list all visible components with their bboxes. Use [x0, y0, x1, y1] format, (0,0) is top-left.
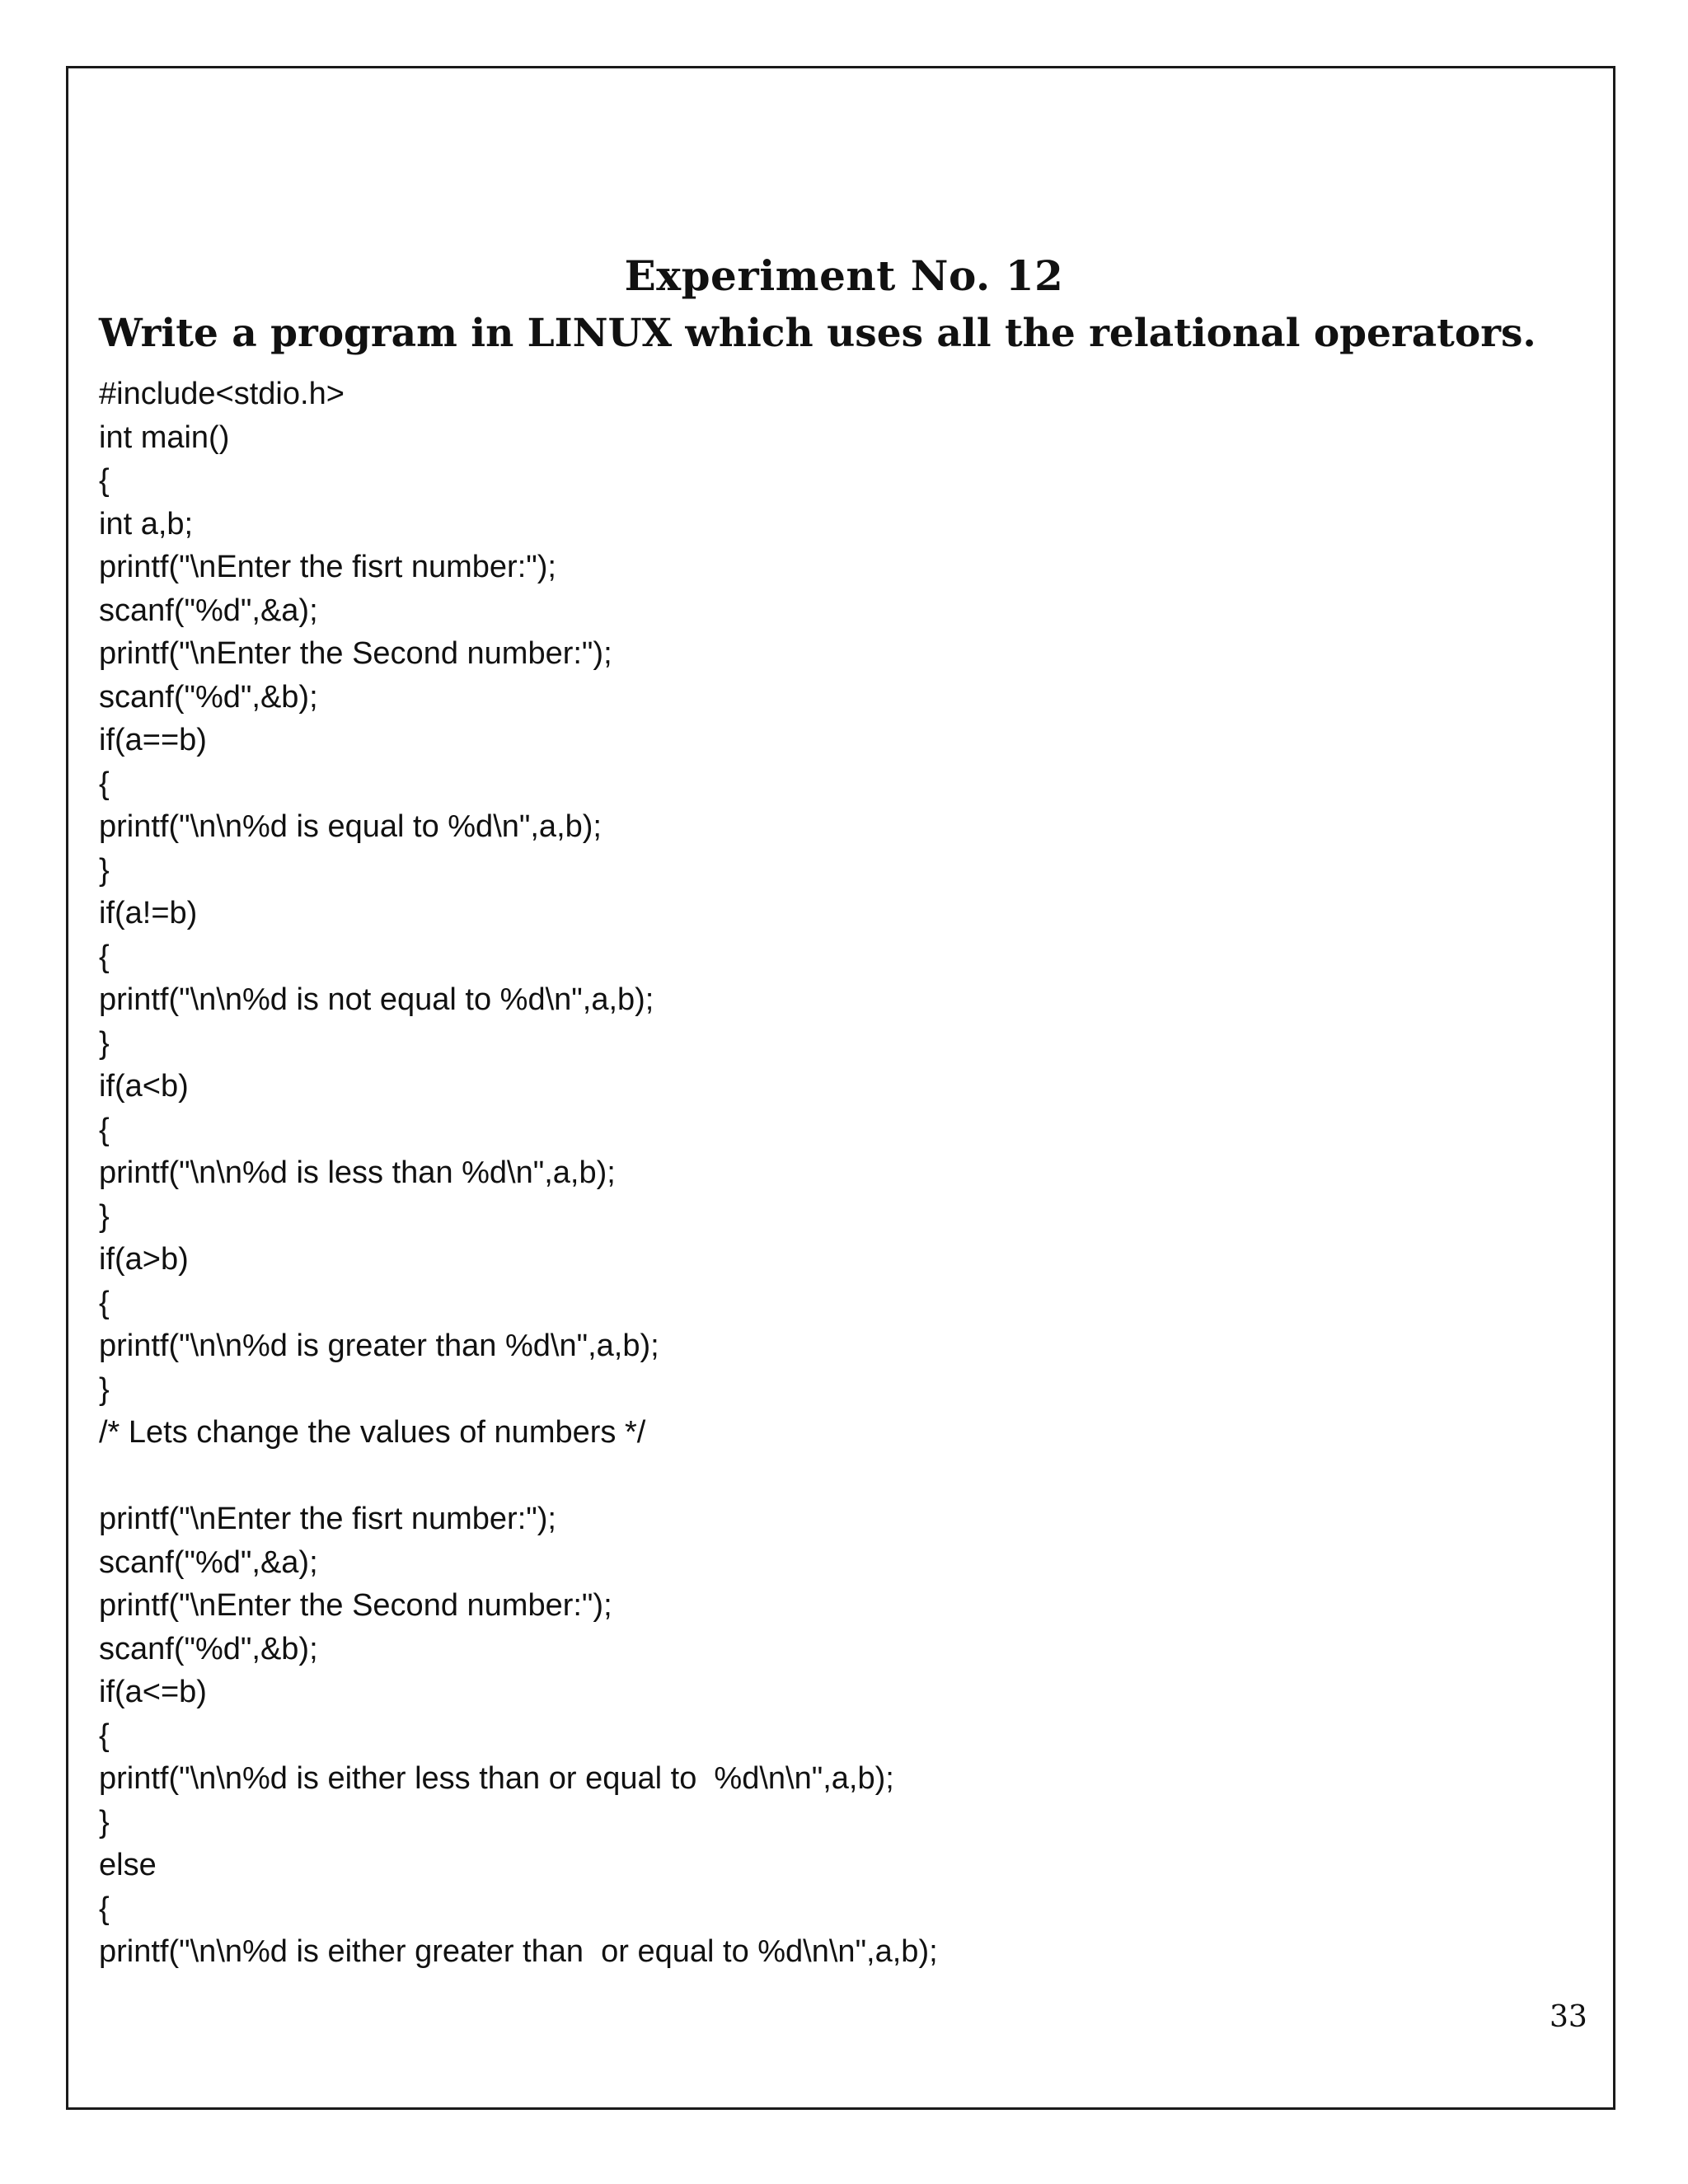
code-line	[99, 1455, 938, 1498]
code-line: #include<stdio.h>	[99, 377, 345, 411]
code-line: scanf("%d",&b);	[99, 679, 318, 715]
code-listing	[99, 373, 938, 1974]
experiment-number: Experiment No. 12	[624, 251, 1064, 300]
code-line: {	[99, 1891, 110, 1926]
code-line: if(a<=b)	[99, 1675, 207, 1709]
code-line: }	[99, 1198, 110, 1234]
code-line: int main()	[99, 419, 230, 455]
code-line: printf("\n\n%d is greater than %d\n",a,b);	[99, 1329, 659, 1363]
code-line: if(a<b)	[99, 1069, 189, 1104]
code-line: {	[99, 766, 110, 801]
code-line: if(a>b)	[99, 1242, 189, 1277]
code-line: {	[99, 939, 110, 974]
code-line: int a,b;	[99, 506, 194, 541]
code-line: printf("\nEnter the Second number:");	[99, 1588, 612, 1623]
code-line: {	[99, 1718, 110, 1753]
code-line: else	[99, 1848, 157, 1882]
code-line: {	[99, 1112, 110, 1147]
code-line: printf("\nEnter the fisrt number:");	[99, 550, 556, 584]
page-number: 33	[1550, 2000, 1587, 2034]
code-line: printf("\nEnter the fisrt number:");	[99, 1502, 556, 1536]
code-line: {	[99, 1285, 110, 1320]
code-line: printf("\n\n%d is either greater than or equal to %d\n\n",a,b);	[99, 1934, 938, 1969]
code-line: /* Lets change the values of numbers */	[99, 1415, 646, 1450]
code-line: printf("\nEnter the Second number:");	[99, 636, 612, 671]
code-line: }	[99, 1025, 110, 1061]
code-line: scanf("%d",&a);	[99, 593, 318, 628]
code-line: }	[99, 1371, 110, 1407]
code-line: scanf("%d",&a);	[99, 1544, 318, 1580]
code-line: scanf("%d",&b);	[99, 1631, 318, 1666]
code-line: }	[99, 852, 110, 888]
code-line: }	[99, 1804, 110, 1840]
experiment-title: Write a program in LINUX which uses all the relational operators.	[99, 311, 1536, 356]
code-line: printf("\n\n%d is equal to %d\n",a,b);	[99, 809, 602, 844]
code-line: {	[99, 463, 110, 498]
code-line: if(a==b)	[99, 723, 207, 757]
code-line: printf("\n\n%d is not equal to %d\n",a,b);	[99, 982, 654, 1017]
code-line: if(a!=b)	[99, 896, 198, 930]
code-line: printf("\n\n%d is either less than or equal to %d\n\n",a,b);	[99, 1761, 894, 1796]
code-line: printf("\n\n%d is less than %d\n",a,b);	[99, 1155, 616, 1190]
